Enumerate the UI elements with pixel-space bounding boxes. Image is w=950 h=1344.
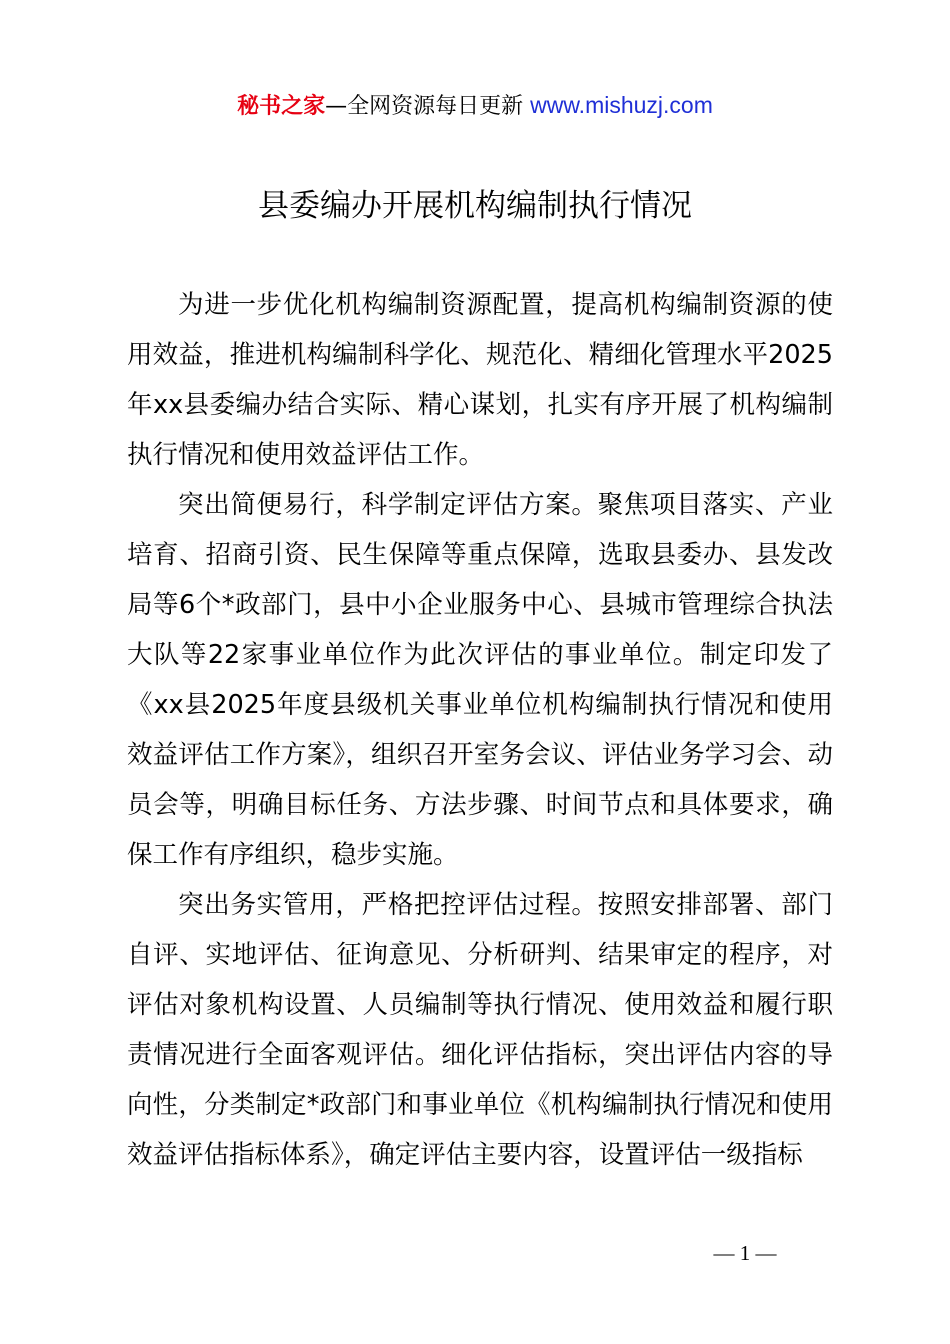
brand-name: 秘书之家 (237, 94, 326, 119)
page-number: — 1 — (713, 1241, 777, 1265)
paragraph-evaluation-plan: 突出简便易行，科学制定评估方案。聚焦项目落实、产业培育、招商引资、民生保障等重点保障，选取县委办、县发改局等6个*政部门，县中小企业服务中心、县城市管理综合执法大队等22家事业单位作为此次评估的事业单位。制定印发了《xx县2025年度县级机关事业单位机构编制执行情况和使用效益评估工作方案》，组织召开室务会议、评估业务学习会、动员会等，明确目标任务、方法步骤、时间节点和具体要求，确保工作有序组织，稳步实施。 (127, 490, 833, 870)
banner-slogan: —全网资源每日更新 (325, 94, 531, 119)
paragraph-evaluation-process: 突出务实管用，严格把控评估过程。按照安排部署、部门自评、实地评估、征询意见、分析研判、结果审定的程序，对评估对象机构设置、人员编制等执行情况、使用效益和履行职责情况进行全面客观评估。细化评估指标，突出评估内容的导向性，分类制定*政部门和事业单位《机构编制执行情况和使用效益评估指标体系》，确定评估主要内容，设置评估一级指标 (127, 890, 833, 1170)
paragraph-intro: 为进一步优化机构编制资源配置，提高机构编制资源的使用效益，推进机构编制科学化、规范化、精细化管理水平2025年xx县委编办结合实际、精心谋划，扎实有序开展了机构编制执行情况和使用效益评估工作。 (127, 290, 833, 470)
site-banner (0, 88, 950, 124)
site-url-link[interactable]: www.mishuzj.com (530, 92, 713, 118)
document-body (127, 280, 833, 1180)
document-title: 县委编办开展机构编制执行情况 (258, 188, 692, 224)
